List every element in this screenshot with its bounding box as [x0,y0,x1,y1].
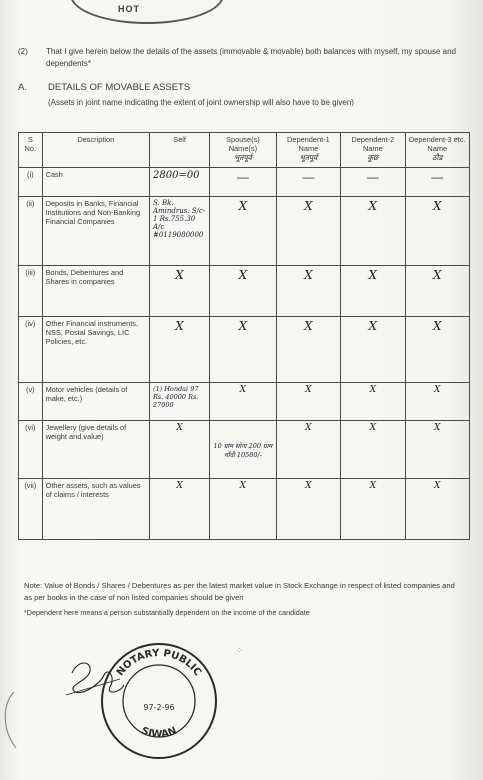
table-row [19,266,470,317]
row-description: Cash [42,168,149,197]
margin-curl [0,690,20,750]
table-row [19,478,470,539]
row-description: Other Financial instruments, NSS, Postal Savings, LIC Policies, etc. [42,317,149,382]
row-sno: (ii) [19,196,43,265]
seal-bottom-text: SIWAN [139,725,179,741]
table-row [19,382,470,421]
row-self: X [149,266,209,317]
seal-centre-text: 97-2-96 [143,703,175,712]
intro-text: That I give herein below the details of the assets (immovable & movable) both balances with myself, my spouse and dependents* [46,47,456,68]
row-dependent-2: — [341,168,405,197]
valuation-note: Note: Value of Bonds / Shares / Debentures as per the latest market value in Stock Exchange in respect of listed companies and as per books in the case of non listed companies should be given [24,581,455,602]
header-dependent-1-handwritten: भूतपूर्व [299,153,318,162]
header-dependent-3-label: Dependent-3 etc. Name [408,135,466,153]
small-mark: ⁘ [236,646,243,655]
row-dependent-1: X [276,266,340,317]
row-dependent-3: X [405,266,469,317]
row-spouse: X [210,382,277,421]
row-dependent-1: — [276,168,340,197]
row-dependent-3: X [405,478,469,539]
table-row [19,168,470,197]
header-dependent-2-label: Dependent-2 Name [351,135,395,153]
row-spouse: X [210,478,277,539]
table-row [19,421,470,478]
header-spouse [210,133,277,168]
row-self: X [149,421,209,478]
top-stamp-text: HOT [118,4,140,14]
header-self: Self [149,133,209,168]
row-self: X [149,478,209,539]
header-dependent-3-handwritten: ठौड [432,153,443,162]
section-note: (Assets in joint name indicating the extent of joint ownership will also have to be given) [48,98,354,107]
row-dependent-1: X [276,382,340,421]
row-dependent-2: X [341,382,405,421]
movable-assets-table [18,132,470,540]
header-dependent-3 [405,133,469,168]
row-dependent-2: X [341,317,405,382]
header-spouse-handwritten: भूतपूर्व [234,153,252,162]
dependent-definition-note: *Dependent here means a person substantially dependent on the income of the candidate [24,608,310,617]
intro-number: (2) [18,47,28,56]
row-spouse: 10 ग्राम सोना 200 ग्राम चाँदी 10580/- [210,421,277,478]
notary-seal [98,640,220,762]
section-letter: A. [18,82,27,93]
row-description: Bonds, Debentures and Shares in companies [42,266,149,317]
row-dependent-1: X [276,317,340,382]
header-sno: S No. [19,133,43,168]
row-sno: (vii) [19,478,43,539]
row-dependent-1: X [276,478,340,539]
row-dependent-3: X [405,317,469,382]
row-spouse: — [210,168,277,197]
row-dependent-2: X [341,478,405,539]
row-spouse: X [210,317,277,382]
table-row [19,196,470,265]
section-title: DETAILS OF MOVABLE ASSETS [48,82,191,93]
row-self: S. Bk. Amindrus. S/c-1 Rs.755.30 A/c #0119080000 [149,196,209,265]
row-dependent-3: X [405,196,469,265]
table-row [19,317,470,382]
row-dependent-2: X [341,196,405,265]
row-description: Motor vehicles (details of make, etc.) [42,382,149,421]
row-spouse: X [210,196,277,265]
row-description: Jewellery (give details of weight and value) [42,421,149,478]
top-stamp [70,0,224,24]
row-self: 2800=00 [149,168,209,197]
header-dependent-1 [276,133,340,168]
row-sno: (iii) [19,266,43,317]
row-dependent-3: — [405,168,469,197]
header-dependent-1-label: Dependent-1 Name [287,135,330,153]
row-dependent-1: X [276,421,340,478]
row-sno: (vi) [19,421,43,478]
header-dependent-2 [341,133,405,168]
header-spouse-label: Spouse(s) Name(s) [226,135,260,153]
row-sno: (iv) [19,317,43,382]
row-dependent-2: X [341,266,405,317]
header-dependent-2-handwritten: कुछ [367,153,379,162]
row-dependent-3: X [405,382,469,421]
row-description: Deposits in Banks, Financial Institutions and Non-Banking Financial Companies [42,196,149,265]
row-dependent-3: X [405,421,469,478]
row-self: (1) Hondai 97 Rs. 40000 Rs. 27000 [149,382,209,421]
seal-top-text: NOTARY PUBLIC [114,647,204,679]
row-description: Other assets, such as values of claims / interests [42,478,149,539]
row-sno: (i) [19,168,43,197]
row-dependent-1: X [276,196,340,265]
row-dependent-2: X [341,421,405,478]
row-spouse: X [210,266,277,317]
table-header-row [19,133,470,168]
header-description: Description [42,133,149,168]
row-sno: (v) [19,382,43,421]
svg-text:SIWAN [140,725,179,740]
row-self: X [149,317,209,382]
